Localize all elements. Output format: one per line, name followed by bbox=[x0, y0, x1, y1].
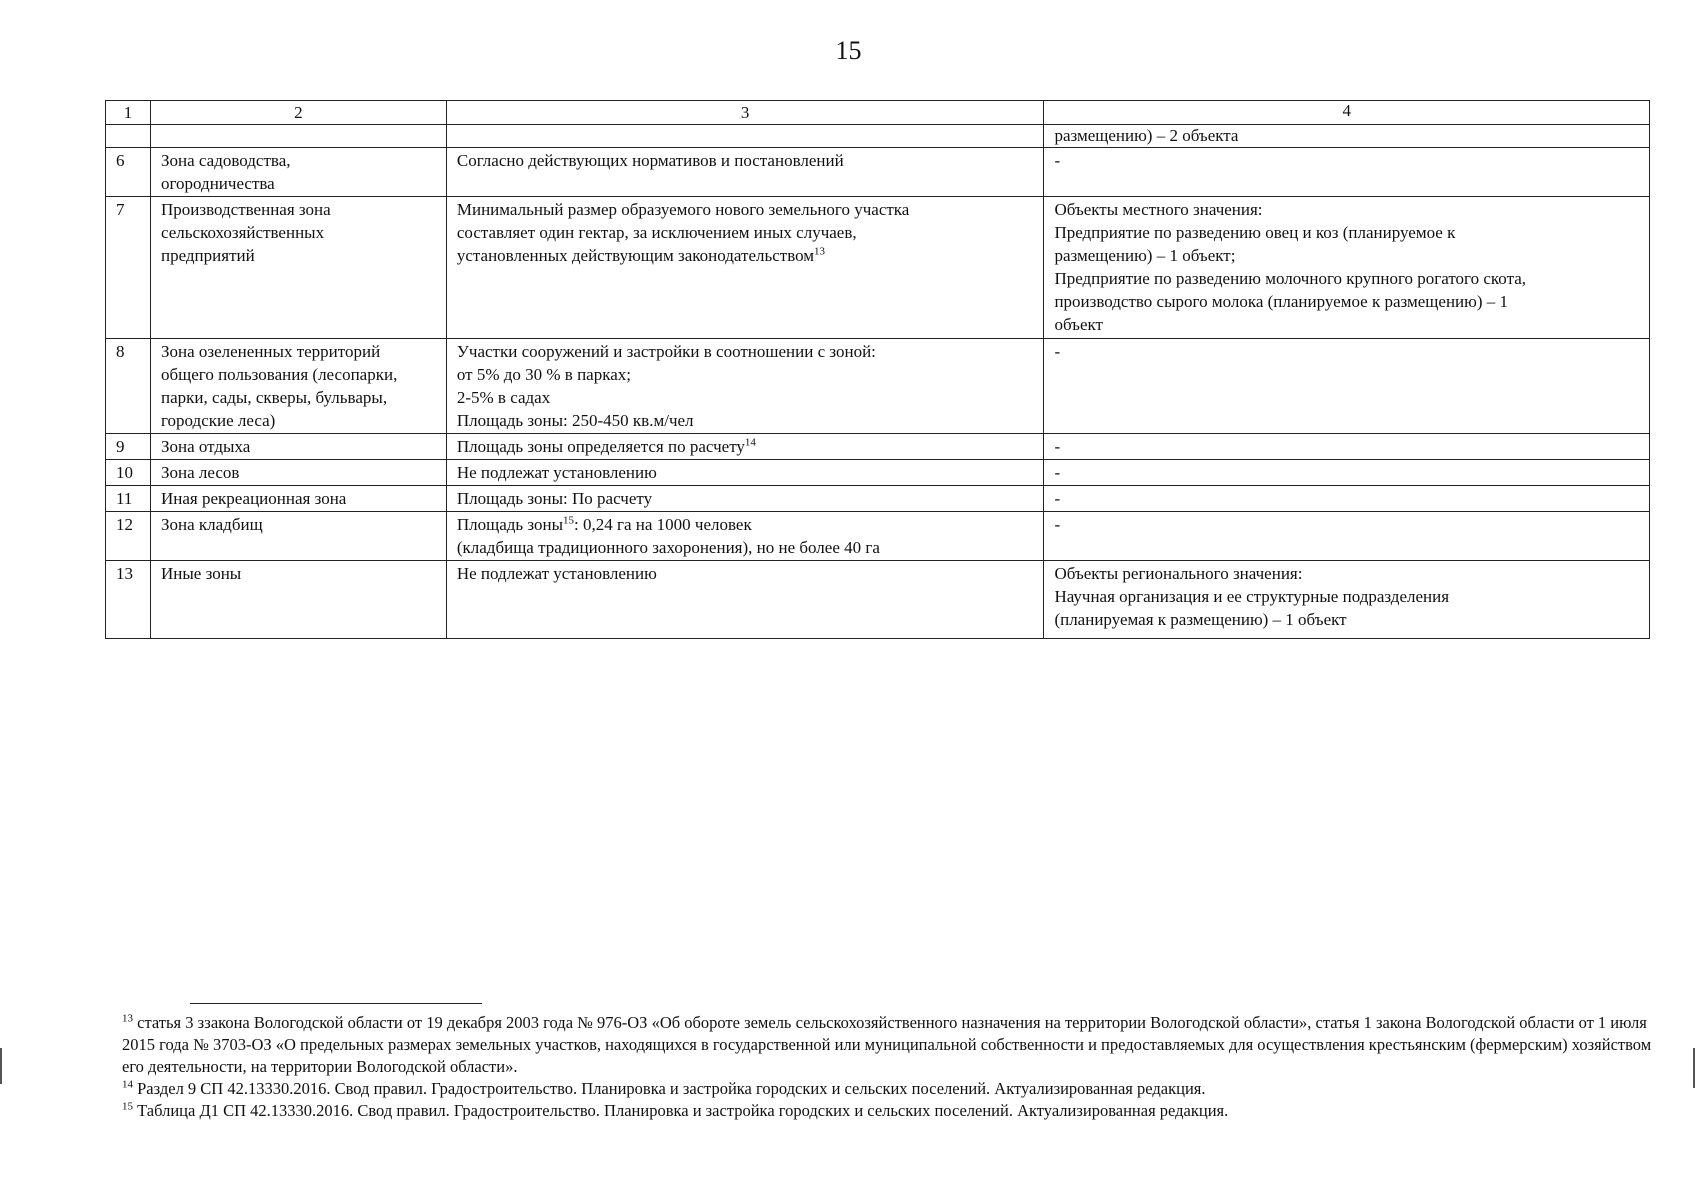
zones-table bbox=[105, 100, 1650, 639]
table-cell bbox=[106, 125, 151, 148]
cell-line: - bbox=[1054, 151, 1061, 170]
footnote-number: 13 bbox=[122, 1012, 133, 1025]
footnote-ref: 15 bbox=[563, 514, 575, 527]
cell-line: от 5% до 30 % в парках; bbox=[456, 365, 631, 384]
zone-parameters bbox=[446, 148, 1044, 197]
zone-name bbox=[150, 148, 446, 197]
cell-line: составляет один гектар, за исключением иных случаев, bbox=[456, 223, 857, 242]
cell-line: Площадь зоны: По расчету bbox=[456, 489, 653, 508]
cell-line: Минимальный размер образуемого нового земельного участка bbox=[456, 200, 910, 219]
footnote bbox=[122, 1100, 1667, 1122]
table-row bbox=[106, 561, 1650, 639]
scan-mark-left bbox=[0, 1048, 2, 1084]
table-row bbox=[106, 486, 1650, 512]
cell-line: - bbox=[1054, 342, 1061, 361]
row-number: 6 bbox=[106, 148, 151, 197]
cell-line: Не подлежат установлению bbox=[456, 463, 657, 482]
zone-parameters bbox=[446, 339, 1044, 434]
zone-name bbox=[150, 339, 446, 434]
cell-line: Площадь зоны: 250-450 кв.м/чел bbox=[456, 411, 694, 430]
table-header-row bbox=[106, 101, 1650, 125]
zone-name bbox=[150, 197, 446, 339]
cell-line: парки, сады, скверы, бульвары, bbox=[160, 388, 388, 407]
row-number: 7 bbox=[106, 197, 151, 339]
header-cell: 3 bbox=[446, 101, 1044, 125]
cell-line: Зона садоводства, bbox=[160, 151, 291, 170]
planned-objects bbox=[1044, 148, 1650, 197]
cell-line: (кладбища традиционного захоронения), но не более 40 га bbox=[456, 538, 880, 557]
cell-line: Зона озелененных территорий bbox=[160, 342, 381, 361]
cell-line: Зона лесов bbox=[160, 463, 240, 482]
page-number: 15 bbox=[835, 36, 862, 65]
cell-line: объект bbox=[1054, 315, 1103, 334]
footnote-ref: 13 bbox=[814, 245, 826, 258]
cell-line: Согласно действующих нормативов и постановлений bbox=[456, 151, 844, 170]
cell-line: размещению) – 1 объект; bbox=[1054, 246, 1236, 265]
planned-objects bbox=[1044, 486, 1650, 512]
planned-objects bbox=[1044, 561, 1650, 639]
table-row bbox=[106, 460, 1650, 486]
cell-line: Иные зоны bbox=[160, 564, 242, 583]
cell-line: Не подлежат установлению bbox=[456, 564, 657, 583]
cell-line: Иная рекреационная зона bbox=[160, 489, 347, 508]
table-row bbox=[106, 512, 1650, 561]
footnote-text: статья 3 ззакона Вологодской области от 19 декабря 2003 года № 976-ОЗ «Об обороте земель сельскохозяйственного назначения на территории Вологодской области», статья 1 закона Вологодской области от 1 июля 2015 года № 3703-ОЗ «О предельных размерах земельных участков, находящихся в государственной или муниципальной собственности и предоставляемых для осуществления крестьянским (фермерским) хозяйством его деятельности, на территории Вологодской области». bbox=[122, 1013, 1652, 1076]
zone-parameters bbox=[446, 460, 1044, 486]
cell-line: Зона кладбищ bbox=[160, 515, 263, 534]
zone-name bbox=[150, 434, 446, 460]
zone-parameters bbox=[446, 197, 1044, 339]
zone-name bbox=[150, 561, 446, 639]
cell-line: Площадь зоны определяется по расчету$^{14}$ bbox=[456, 436, 756, 456]
table-row bbox=[106, 434, 1650, 460]
row-number: 9 bbox=[106, 434, 151, 460]
cell-line: Объекты регионального значения: bbox=[1054, 564, 1303, 583]
planned-objects bbox=[1044, 197, 1650, 339]
cell-line: Площадь зоны$^{15}$: 0,24 га на 1000 человек bbox=[456, 514, 752, 534]
zone-name bbox=[150, 486, 446, 512]
footnote-number: 14 bbox=[122, 1078, 133, 1091]
cell-line: установленных действующим законодательством$^{13}$ bbox=[456, 245, 826, 265]
row-number: 12 bbox=[106, 512, 151, 561]
cell-line: Зона отдыха bbox=[160, 437, 251, 456]
footnote-text: Раздел 9 СП 42.13330.2016. Свод правил. Градостроительство. Планировка и застройка городских и сельских поселений. Актуализированная редакция. bbox=[133, 1079, 1206, 1098]
cell-line: Научная организация и ее структурные подразделения bbox=[1054, 587, 1450, 606]
footnote bbox=[122, 1078, 1667, 1100]
header-cell: 4 bbox=[1044, 101, 1650, 125]
table-cell: размещению) – 2 объекта bbox=[1044, 125, 1650, 148]
cell-line: общего пользования (лесопарки, bbox=[160, 365, 398, 384]
zone-parameters bbox=[446, 486, 1044, 512]
zone-parameters bbox=[446, 561, 1044, 639]
cell-line: предприятий bbox=[160, 246, 255, 265]
continuation-row bbox=[106, 125, 1650, 148]
cell-line: производство сырого молока (планируемое к размещению) – 1 bbox=[1054, 292, 1509, 311]
cell-line: - bbox=[1054, 437, 1061, 456]
scan-mark-right bbox=[1693, 1048, 1695, 1088]
table-row bbox=[106, 148, 1650, 197]
header-cell: 2 bbox=[150, 101, 446, 125]
row-number: 8 bbox=[106, 339, 151, 434]
cell-line: - bbox=[1054, 489, 1061, 508]
cell-line: сельскохозяйственных bbox=[160, 223, 325, 242]
zone-parameters bbox=[446, 512, 1044, 561]
footnotes bbox=[122, 1012, 1667, 1122]
cell-line: 2-5% в садах bbox=[456, 388, 551, 407]
table-cell bbox=[446, 125, 1044, 148]
cell-line: (планируемая к размещению) – 1 объект bbox=[1054, 610, 1347, 629]
table-cell bbox=[150, 125, 446, 148]
cell-line: Предприятие по разведению овец и коз (планируемое к bbox=[1054, 223, 1456, 242]
footnote-ref: 14 bbox=[744, 436, 756, 449]
planned-objects bbox=[1044, 512, 1650, 561]
table-row bbox=[106, 197, 1650, 339]
footnote-separator bbox=[190, 1003, 482, 1004]
row-number: 13 bbox=[106, 561, 151, 639]
cell-line: Предприятие по разведению молочного крупного рогатого скота, bbox=[1054, 269, 1527, 288]
cell-line: Объекты местного значения: bbox=[1054, 200, 1263, 219]
cell-line: - bbox=[1054, 515, 1061, 534]
cell-line: огородничества bbox=[160, 174, 275, 193]
footnote-number: 15 bbox=[122, 1100, 133, 1113]
footnote-text: Таблица Д1 СП 42.13330.2016. Свод правил. Градостроительство. Планировка и застройка городских и сельских поселений. Актуализированная редакция. bbox=[133, 1101, 1229, 1120]
zone-name bbox=[150, 512, 446, 561]
cell-line: - bbox=[1054, 463, 1061, 482]
cell-line: Участки сооружений и застройки в соотношении с зоной: bbox=[456, 342, 876, 361]
cell-line: городские леса) bbox=[160, 411, 276, 430]
zone-parameters bbox=[446, 434, 1044, 460]
planned-objects bbox=[1044, 434, 1650, 460]
planned-objects bbox=[1044, 460, 1650, 486]
header-cell: 1 bbox=[106, 101, 151, 125]
table-row bbox=[106, 339, 1650, 434]
cell-line: Производственная зона bbox=[160, 200, 331, 219]
row-number: 11 bbox=[106, 486, 151, 512]
row-number: 10 bbox=[106, 460, 151, 486]
planned-objects bbox=[1044, 339, 1650, 434]
zone-name bbox=[150, 460, 446, 486]
footnote bbox=[122, 1012, 1667, 1078]
